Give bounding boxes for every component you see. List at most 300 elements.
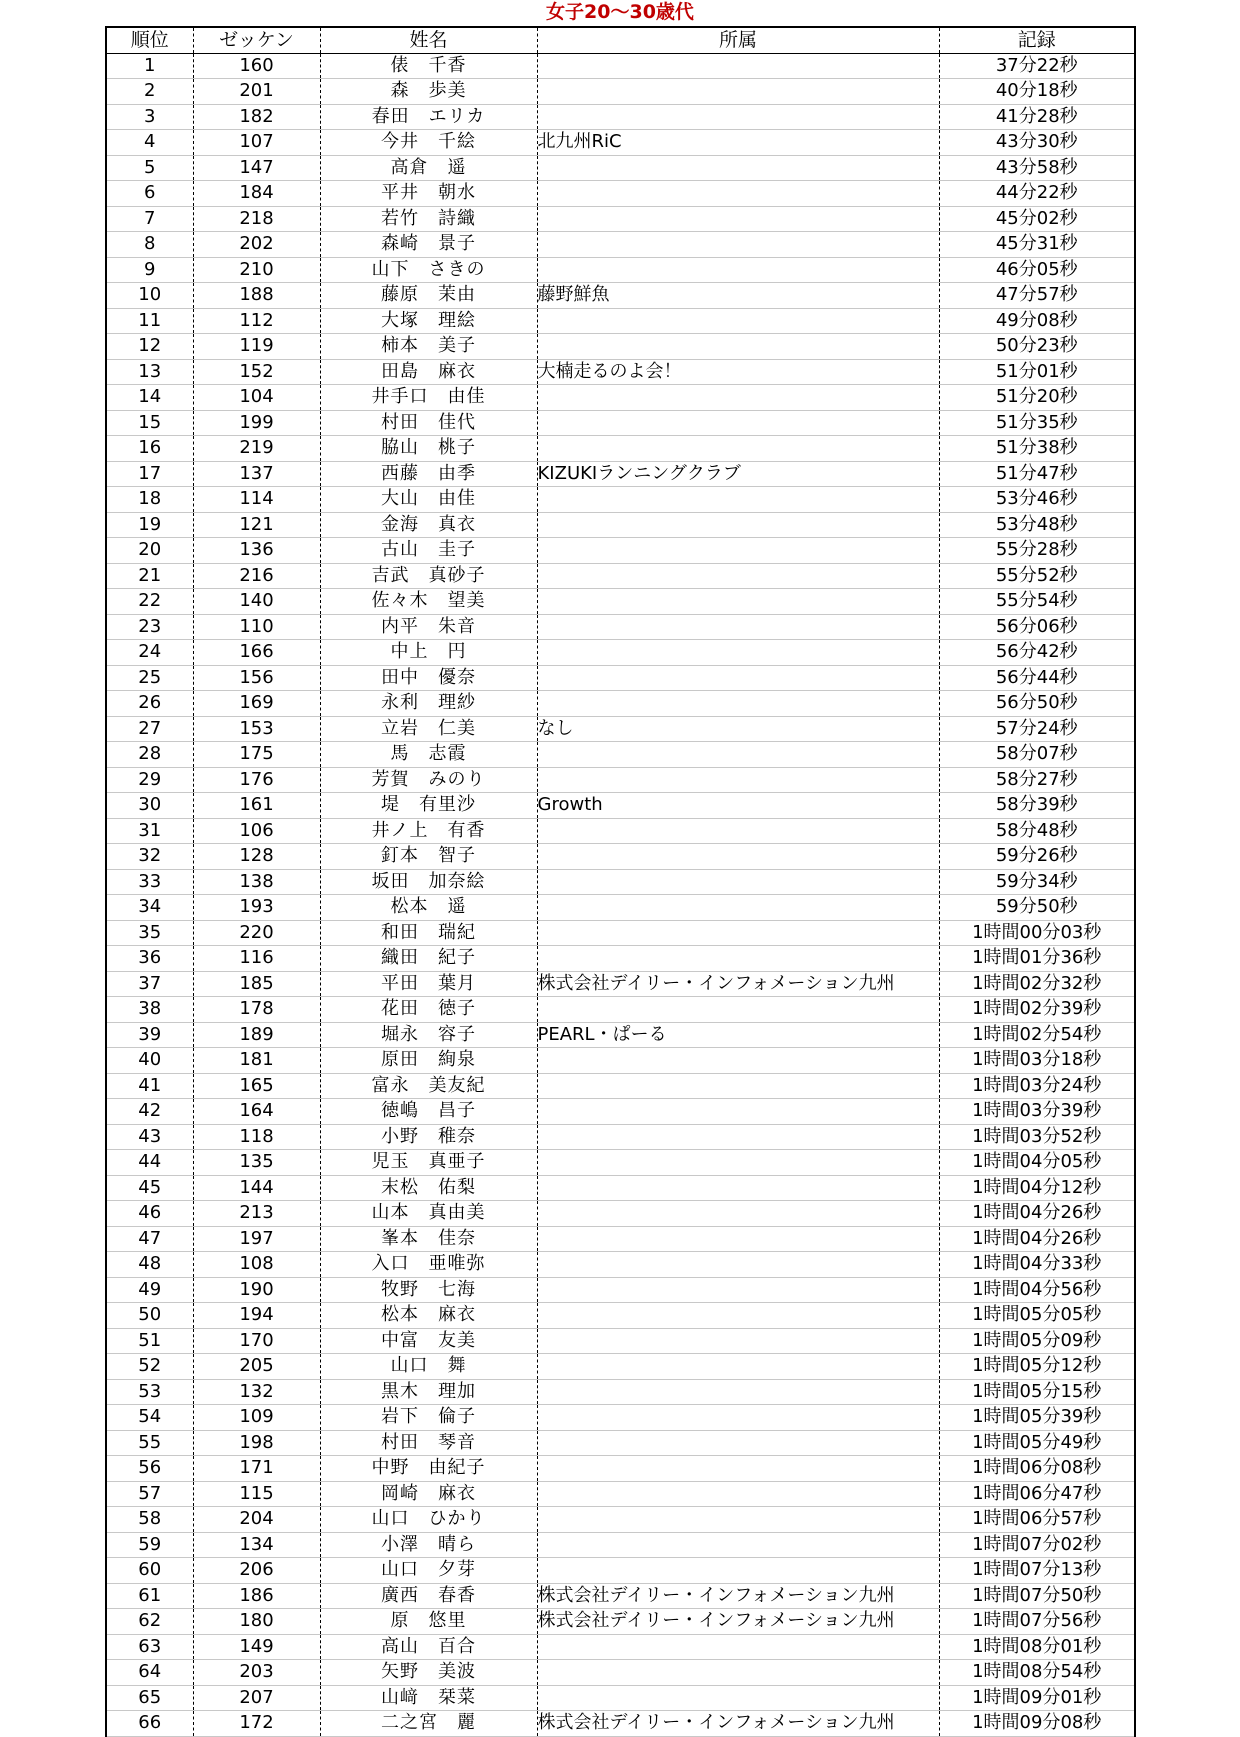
rank-cell: 6 xyxy=(106,181,193,207)
time-cell: 1時間08分01秒 xyxy=(939,1634,1135,1660)
team-cell xyxy=(537,1430,939,1456)
bib-cell: 172 xyxy=(193,1711,320,1737)
name-cell: 平田 葉月 xyxy=(320,971,537,997)
time-cell: 1時間07分50秒 xyxy=(939,1583,1135,1609)
bib-cell: 216 xyxy=(193,563,320,589)
name-cell: 廣西 春香 xyxy=(320,1583,537,1609)
team-cell xyxy=(537,614,939,640)
team-cell: 株式会社デイリー・インフォメーション九州 xyxy=(537,971,939,997)
table-row xyxy=(106,385,1135,411)
time-cell: 1時間05分09秒 xyxy=(939,1328,1135,1354)
name-cell: 山口 夕芽 xyxy=(320,1558,537,1584)
team-cell xyxy=(537,1099,939,1125)
table-row xyxy=(106,334,1135,360)
bib-cell: 213 xyxy=(193,1201,320,1227)
time-cell: 1時間06分57秒 xyxy=(939,1507,1135,1533)
rank-cell: 36 xyxy=(106,946,193,972)
rank-cell: 57 xyxy=(106,1481,193,1507)
team-cell: 株式会社デイリー・インフォメーション九州 xyxy=(537,1583,939,1609)
name-cell: 脇山 桃子 xyxy=(320,436,537,462)
bib-cell: 207 xyxy=(193,1685,320,1711)
bib-cell: 178 xyxy=(193,997,320,1023)
name-cell: 俵 千香 xyxy=(320,53,537,79)
rank-cell: 44 xyxy=(106,1150,193,1176)
name-cell: 児玉 真亜子 xyxy=(320,1150,537,1176)
rank-cell: 64 xyxy=(106,1660,193,1686)
name-cell: 小澤 晴ら xyxy=(320,1532,537,1558)
bib-cell: 118 xyxy=(193,1124,320,1150)
table-row xyxy=(106,130,1135,156)
name-cell: 吉武 真砂子 xyxy=(320,563,537,589)
name-cell: 入口 亜唯弥 xyxy=(320,1252,537,1278)
bib-cell: 169 xyxy=(193,691,320,717)
team-cell xyxy=(537,1124,939,1150)
bib-cell: 181 xyxy=(193,1048,320,1074)
team-cell xyxy=(537,232,939,258)
name-cell: 岩下 倫子 xyxy=(320,1405,537,1431)
team-cell: 藤野鮮魚 xyxy=(537,283,939,309)
rank-cell: 63 xyxy=(106,1634,193,1660)
bib-cell: 176 xyxy=(193,767,320,793)
time-cell: 1時間03分18秒 xyxy=(939,1048,1135,1074)
table-row xyxy=(106,410,1135,436)
table-row xyxy=(106,1099,1135,1125)
table-row xyxy=(106,1456,1135,1482)
name-cell: 古山 圭子 xyxy=(320,538,537,564)
rank-cell: 59 xyxy=(106,1532,193,1558)
team-cell xyxy=(537,563,939,589)
team-cell: PEARL・ぱーる xyxy=(537,1022,939,1048)
bib-cell: 135 xyxy=(193,1150,320,1176)
header-time: 記録 xyxy=(939,27,1135,53)
name-cell: 牧野 七海 xyxy=(320,1277,537,1303)
table-row xyxy=(106,155,1135,181)
team-cell xyxy=(537,767,939,793)
time-cell: 58分27秒 xyxy=(939,767,1135,793)
team-cell xyxy=(537,512,939,538)
time-cell: 1時間05分12秒 xyxy=(939,1354,1135,1380)
bib-cell: 171 xyxy=(193,1456,320,1482)
rank-cell: 48 xyxy=(106,1252,193,1278)
bib-cell: 147 xyxy=(193,155,320,181)
table-row xyxy=(106,640,1135,666)
rank-cell: 46 xyxy=(106,1201,193,1227)
rank-cell: 18 xyxy=(106,487,193,513)
name-cell: 平井 朝水 xyxy=(320,181,537,207)
name-cell: 村田 琴音 xyxy=(320,1430,537,1456)
time-cell: 1時間03分52秒 xyxy=(939,1124,1135,1150)
table-row xyxy=(106,1022,1135,1048)
bib-cell: 119 xyxy=(193,334,320,360)
rank-cell: 32 xyxy=(106,844,193,870)
team-cell xyxy=(537,385,939,411)
rank-cell: 66 xyxy=(106,1711,193,1737)
bib-cell: 138 xyxy=(193,869,320,895)
table-row xyxy=(106,206,1135,232)
name-cell: 森崎 景子 xyxy=(320,232,537,258)
team-cell xyxy=(537,1507,939,1533)
team-cell: 株式会社デイリー・インフォメーション九州 xyxy=(537,1711,939,1737)
time-cell: 59分50秒 xyxy=(939,895,1135,921)
rank-cell: 16 xyxy=(106,436,193,462)
table-row xyxy=(106,1328,1135,1354)
rank-cell: 26 xyxy=(106,691,193,717)
rank-cell: 22 xyxy=(106,589,193,615)
time-cell: 1時間02分54秒 xyxy=(939,1022,1135,1048)
name-cell: 田島 麻衣 xyxy=(320,359,537,385)
rank-cell: 38 xyxy=(106,997,193,1023)
bib-cell: 112 xyxy=(193,308,320,334)
time-cell: 51分01秒 xyxy=(939,359,1135,385)
table-row xyxy=(106,920,1135,946)
bib-cell: 185 xyxy=(193,971,320,997)
team-cell xyxy=(537,257,939,283)
table-row xyxy=(106,1405,1135,1431)
rank-cell: 45 xyxy=(106,1175,193,1201)
name-cell: 佐々木 望美 xyxy=(320,589,537,615)
rank-cell: 30 xyxy=(106,793,193,819)
bib-cell: 164 xyxy=(193,1099,320,1125)
rank-cell: 12 xyxy=(106,334,193,360)
time-cell: 1時間03分24秒 xyxy=(939,1073,1135,1099)
rank-cell: 31 xyxy=(106,818,193,844)
name-cell: 坂田 加奈絵 xyxy=(320,869,537,895)
table-row xyxy=(106,691,1135,717)
table-row xyxy=(106,257,1135,283)
bib-cell: 166 xyxy=(193,640,320,666)
time-cell: 46分05秒 xyxy=(939,257,1135,283)
name-cell: 山口 ひかり xyxy=(320,1507,537,1533)
table-row xyxy=(106,1685,1135,1711)
bib-cell: 109 xyxy=(193,1405,320,1431)
rank-cell: 7 xyxy=(106,206,193,232)
name-cell: 若竹 詩織 xyxy=(320,206,537,232)
rank-cell: 39 xyxy=(106,1022,193,1048)
name-cell: 山本 真由美 xyxy=(320,1201,537,1227)
rank-cell: 55 xyxy=(106,1430,193,1456)
header-row xyxy=(106,27,1135,53)
bib-cell: 110 xyxy=(193,614,320,640)
rank-cell: 17 xyxy=(106,461,193,487)
bib-cell: 203 xyxy=(193,1660,320,1686)
bib-cell: 152 xyxy=(193,359,320,385)
name-cell: 金海 真衣 xyxy=(320,512,537,538)
team-cell xyxy=(537,436,939,462)
team-cell xyxy=(537,742,939,768)
time-cell: 1時間04分26秒 xyxy=(939,1201,1135,1227)
rank-cell: 25 xyxy=(106,665,193,691)
name-cell: 柿本 美子 xyxy=(320,334,537,360)
name-cell: 原 悠里 xyxy=(320,1609,537,1635)
table-row xyxy=(106,1558,1135,1584)
time-cell: 47分57秒 xyxy=(939,283,1135,309)
time-cell: 1時間02分39秒 xyxy=(939,997,1135,1023)
time-cell: 59分34秒 xyxy=(939,869,1135,895)
name-cell: 永利 理紗 xyxy=(320,691,537,717)
bib-cell: 104 xyxy=(193,385,320,411)
table-row xyxy=(106,1481,1135,1507)
bib-cell: 193 xyxy=(193,895,320,921)
team-cell xyxy=(537,104,939,130)
table-row xyxy=(106,1711,1135,1737)
table-row xyxy=(106,614,1135,640)
table-row xyxy=(106,742,1135,768)
bib-cell: 116 xyxy=(193,946,320,972)
header-rank: 順位 xyxy=(106,27,193,53)
time-cell: 56分06秒 xyxy=(939,614,1135,640)
name-cell: 釘本 智子 xyxy=(320,844,537,870)
table-row xyxy=(106,1252,1135,1278)
time-cell: 1時間05分39秒 xyxy=(939,1405,1135,1431)
team-cell xyxy=(537,1303,939,1329)
bib-cell: 114 xyxy=(193,487,320,513)
bib-cell: 107 xyxy=(193,130,320,156)
team-cell xyxy=(537,691,939,717)
name-cell: 森 歩美 xyxy=(320,79,537,105)
name-cell: 山口 舞 xyxy=(320,1354,537,1380)
bib-cell: 121 xyxy=(193,512,320,538)
name-cell: 岡崎 麻衣 xyxy=(320,1481,537,1507)
table-row xyxy=(106,1226,1135,1252)
time-cell: 1時間02分32秒 xyxy=(939,971,1135,997)
rank-cell: 52 xyxy=(106,1354,193,1380)
table-row xyxy=(106,1430,1135,1456)
table-row xyxy=(106,359,1135,385)
bib-cell: 198 xyxy=(193,1430,320,1456)
rank-cell: 28 xyxy=(106,742,193,768)
rank-cell: 60 xyxy=(106,1558,193,1584)
time-cell: 1時間09分01秒 xyxy=(939,1685,1135,1711)
time-cell: 1時間06分08秒 xyxy=(939,1456,1135,1482)
table-row xyxy=(106,1175,1135,1201)
name-cell: 織田 紀子 xyxy=(320,946,537,972)
name-cell: 黒木 理加 xyxy=(320,1379,537,1405)
name-cell: 堀永 容子 xyxy=(320,1022,537,1048)
team-cell xyxy=(537,1405,939,1431)
name-cell: 松本 麻衣 xyxy=(320,1303,537,1329)
name-cell: 花田 徳子 xyxy=(320,997,537,1023)
team-cell xyxy=(537,1048,939,1074)
page-title: 女子20～30歳代 xyxy=(546,1,694,23)
team-cell xyxy=(537,589,939,615)
table-row xyxy=(106,1379,1135,1405)
team-cell xyxy=(537,869,939,895)
time-cell: 1時間01分36秒 xyxy=(939,946,1135,972)
bib-cell: 194 xyxy=(193,1303,320,1329)
rank-cell: 40 xyxy=(106,1048,193,1074)
table-row xyxy=(106,1583,1135,1609)
table-row xyxy=(106,946,1135,972)
table-row xyxy=(106,818,1135,844)
bib-cell: 190 xyxy=(193,1277,320,1303)
time-cell: 1時間04分56秒 xyxy=(939,1277,1135,1303)
rank-cell: 56 xyxy=(106,1456,193,1482)
name-cell: 中野 由紀子 xyxy=(320,1456,537,1482)
table-row xyxy=(106,79,1135,105)
bib-cell: 156 xyxy=(193,665,320,691)
team-cell xyxy=(537,206,939,232)
name-cell: 富永 美友紀 xyxy=(320,1073,537,1099)
table-row xyxy=(106,1354,1135,1380)
time-cell: 1時間07分56秒 xyxy=(939,1609,1135,1635)
time-cell: 1時間04分05秒 xyxy=(939,1150,1135,1176)
table-row xyxy=(106,869,1135,895)
header-team: 所属 xyxy=(537,27,939,53)
rank-cell: 24 xyxy=(106,640,193,666)
time-cell: 1時間05分49秒 xyxy=(939,1430,1135,1456)
team-cell: なし xyxy=(537,716,939,742)
rank-cell: 13 xyxy=(106,359,193,385)
name-cell: 大塚 理絵 xyxy=(320,308,537,334)
team-cell xyxy=(537,818,939,844)
rank-cell: 53 xyxy=(106,1379,193,1405)
time-cell: 1時間05分05秒 xyxy=(939,1303,1135,1329)
time-cell: 51分47秒 xyxy=(939,461,1135,487)
table-row xyxy=(106,53,1135,79)
team-cell: Growth xyxy=(537,793,939,819)
bib-cell: 134 xyxy=(193,1532,320,1558)
bib-cell: 202 xyxy=(193,232,320,258)
team-cell xyxy=(537,334,939,360)
time-cell: 40分18秒 xyxy=(939,79,1135,105)
team-cell xyxy=(537,410,939,436)
table-row xyxy=(106,716,1135,742)
header-name: 姓名 xyxy=(320,27,537,53)
rank-cell: 10 xyxy=(106,283,193,309)
name-cell: 堤 有里沙 xyxy=(320,793,537,819)
team-cell xyxy=(537,79,939,105)
name-cell: 西藤 由季 xyxy=(320,461,537,487)
name-cell: 藤原 茉由 xyxy=(320,283,537,309)
time-cell: 58分39秒 xyxy=(939,793,1135,819)
table-row xyxy=(106,232,1135,258)
team-cell xyxy=(537,946,939,972)
bib-cell: 115 xyxy=(193,1481,320,1507)
name-cell: 山﨑 栞菜 xyxy=(320,1685,537,1711)
table-row xyxy=(106,844,1135,870)
bib-cell: 206 xyxy=(193,1558,320,1584)
bib-cell: 160 xyxy=(193,53,320,79)
name-cell: 高倉 遥 xyxy=(320,155,537,181)
time-cell: 37分22秒 xyxy=(939,53,1135,79)
time-cell: 49分08秒 xyxy=(939,308,1135,334)
name-cell: 馬 志霞 xyxy=(320,742,537,768)
team-cell xyxy=(537,1532,939,1558)
rank-cell: 1 xyxy=(106,53,193,79)
time-cell: 55分28秒 xyxy=(939,538,1135,564)
bib-cell: 197 xyxy=(193,1226,320,1252)
time-cell: 45分31秒 xyxy=(939,232,1135,258)
table-row xyxy=(106,997,1135,1023)
rank-cell: 9 xyxy=(106,257,193,283)
bib-cell: 201 xyxy=(193,79,320,105)
rank-cell: 58 xyxy=(106,1507,193,1533)
name-cell: 峯本 佳奈 xyxy=(320,1226,537,1252)
name-cell: 内平 朱音 xyxy=(320,614,537,640)
time-cell: 1時間07分02秒 xyxy=(939,1532,1135,1558)
rank-cell: 34 xyxy=(106,895,193,921)
table-row xyxy=(106,1277,1135,1303)
team-cell xyxy=(537,487,939,513)
time-cell: 56分42秒 xyxy=(939,640,1135,666)
rank-cell: 4 xyxy=(106,130,193,156)
rank-cell: 35 xyxy=(106,920,193,946)
team-cell xyxy=(537,844,939,870)
rank-cell: 11 xyxy=(106,308,193,334)
team-cell: KIZUKIランニングクラブ xyxy=(537,461,939,487)
bib-cell: 108 xyxy=(193,1252,320,1278)
time-cell: 1時間07分13秒 xyxy=(939,1558,1135,1584)
team-cell xyxy=(537,920,939,946)
team-cell xyxy=(537,1354,939,1380)
rank-cell: 50 xyxy=(106,1303,193,1329)
team-cell xyxy=(537,1328,939,1354)
team-cell xyxy=(537,895,939,921)
team-cell: 株式会社デイリー・インフォメーション九州 xyxy=(537,1609,939,1635)
name-cell: 末松 佑梨 xyxy=(320,1175,537,1201)
name-cell: 松本 遥 xyxy=(320,895,537,921)
name-cell: 和田 瑞紀 xyxy=(320,920,537,946)
table-row xyxy=(106,665,1135,691)
bib-cell: 184 xyxy=(193,181,320,207)
header-bib: ゼッケン xyxy=(193,27,320,53)
time-cell: 43分58秒 xyxy=(939,155,1135,181)
time-cell: 45分02秒 xyxy=(939,206,1135,232)
time-cell: 44分22秒 xyxy=(939,181,1135,207)
rank-cell: 2 xyxy=(106,79,193,105)
rank-cell: 23 xyxy=(106,614,193,640)
team-cell xyxy=(537,1073,939,1099)
time-cell: 51分38秒 xyxy=(939,436,1135,462)
bib-cell: 182 xyxy=(193,104,320,130)
rank-cell: 8 xyxy=(106,232,193,258)
time-cell: 58分48秒 xyxy=(939,818,1135,844)
time-cell: 1時間09分08秒 xyxy=(939,1711,1135,1737)
bib-cell: 210 xyxy=(193,257,320,283)
table-row xyxy=(106,1048,1135,1074)
team-cell xyxy=(537,1558,939,1584)
rank-cell: 49 xyxy=(106,1277,193,1303)
team-cell xyxy=(537,665,939,691)
bib-cell: 165 xyxy=(193,1073,320,1099)
table-row xyxy=(106,436,1135,462)
team-cell xyxy=(537,538,939,564)
name-cell: 原田 絢泉 xyxy=(320,1048,537,1074)
time-cell: 1時間05分15秒 xyxy=(939,1379,1135,1405)
time-cell: 55分54秒 xyxy=(939,589,1135,615)
table-row xyxy=(106,512,1135,538)
rank-cell: 19 xyxy=(106,512,193,538)
rank-cell: 5 xyxy=(106,155,193,181)
table-row xyxy=(106,308,1135,334)
name-cell: 井ノ上 有香 xyxy=(320,818,537,844)
bib-cell: 149 xyxy=(193,1634,320,1660)
bib-cell: 218 xyxy=(193,206,320,232)
time-cell: 51分35秒 xyxy=(939,410,1135,436)
time-cell: 1時間04分26秒 xyxy=(939,1226,1135,1252)
name-cell: 今井 千絵 xyxy=(320,130,537,156)
time-cell: 41分28秒 xyxy=(939,104,1135,130)
table-row xyxy=(106,971,1135,997)
time-cell: 58分07秒 xyxy=(939,742,1135,768)
name-cell: 中上 円 xyxy=(320,640,537,666)
time-cell: 53分48秒 xyxy=(939,512,1135,538)
table-row xyxy=(106,1609,1135,1635)
table-row xyxy=(106,1124,1135,1150)
rank-cell: 54 xyxy=(106,1405,193,1431)
rank-cell: 33 xyxy=(106,869,193,895)
team-cell xyxy=(537,1379,939,1405)
